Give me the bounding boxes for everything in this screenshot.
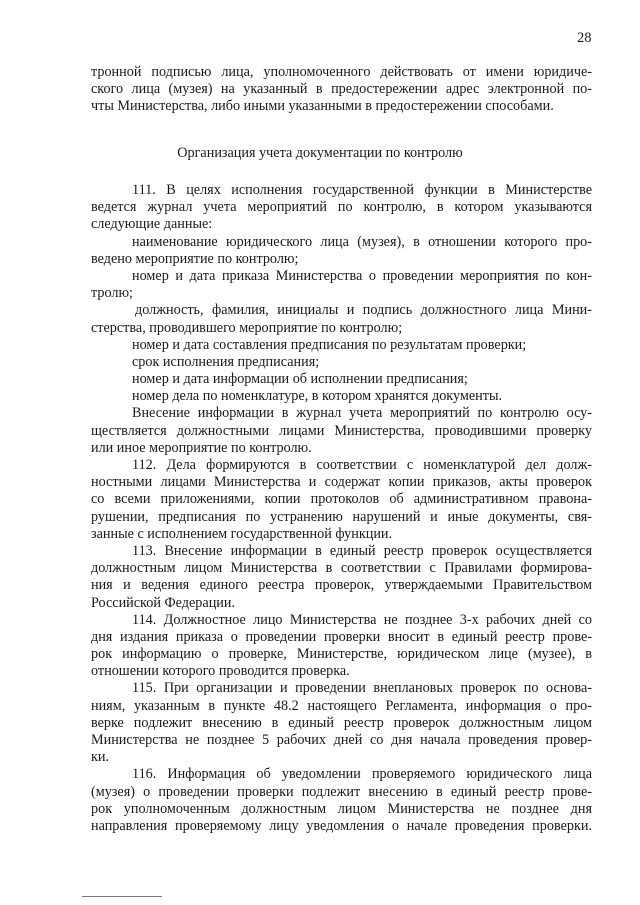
list-item-line: номер и дата приказа Министерства о проведении мероприятия по кон- xyxy=(132,267,592,284)
paragraph-114-line: дня издания приказа о проведении проверки вносит в единый реестр прове- xyxy=(91,628,592,645)
paragraph-115-line: Министерства не позднее 5 рабочих дней со дня начала проведения провер- xyxy=(91,732,592,748)
list-item-line: стерства, проводившего мероприятие по контролю; xyxy=(91,319,403,336)
text-line: тронной подписью лица, уполномоченного действовать от имени юридиче- xyxy=(91,64,592,80)
paragraph-112-line: 112. Дела формируются в соответствии с номенклатурой дел долж- xyxy=(132,457,592,473)
paragraph-113-line: Российской Федерации. xyxy=(91,594,236,611)
paragraph-line: Внесение информации в журнал учета мероприятий по контролю осу- xyxy=(132,405,592,422)
paragraph-114-line: отношении которого проводится проверка. xyxy=(91,663,350,680)
paragraph-115-line: верке подлежит внесению в единый реестр проверок должностным лицом xyxy=(91,714,592,731)
paragraph-114-line: рок информацию о проверке, Министерстве, юридическом лице (музее), в xyxy=(91,646,592,663)
paragraph-line: или иное мероприятие по контролю. xyxy=(91,439,312,456)
list-item-line: наименование юридического лица (музея), в отношении которого про- xyxy=(132,233,592,250)
list-item-line: номер и дата составления предписания по результатам проверки; xyxy=(132,336,527,353)
text-line: ского лица (музея) на указанный в предостережении адрес электронной по- xyxy=(91,81,592,98)
paragraph-116-line: 116. Информация об уведомлении проверяемого юридического лица xyxy=(132,766,592,783)
paragraph-112-line: ностными лицами Министерства и содержат копии приказов, акты проверок xyxy=(91,474,592,491)
paragraph-116-line: рок уполномоченным должностным лицом Министерства не позднее дня xyxy=(91,800,592,817)
paragraph-116-line: направления проверяемому лицу уведомления о начале проведения проверки. xyxy=(91,817,592,834)
list-item-line: тролю; xyxy=(91,285,133,302)
list-item-line: должность, фамилия, инициалы и подпись должностного лица Мини- xyxy=(135,302,592,319)
paragraph-line: ществляется должностными лицами Министерства, проводившими проверку xyxy=(91,422,592,439)
paragraph-111-line: 111. В целях исполнения государственной функции в Министерстве xyxy=(132,182,592,198)
intro-paragraph xyxy=(91,64,592,116)
paragraph-113-line: 113. Внесение информации в единый реестр проверок осуществляется xyxy=(132,542,592,559)
page-number: 28 xyxy=(577,30,592,46)
paragraph-115-line: ки. xyxy=(91,749,110,766)
paragraph-116-line: (музея) о проведении проверки подлежит внесению в единый реестр прове- xyxy=(91,783,592,800)
paragraph-112-line: рушении, предписания по устранению нарушений и иные документы, свя- xyxy=(91,508,592,525)
footnote-separator xyxy=(82,896,162,897)
paragraph-112-line: со всеми приложениями, копии протоколов об административном правона- xyxy=(91,491,592,508)
list-item-line: ведено мероприятие по контролю; xyxy=(91,250,299,267)
list-item-line: номер дела по номенклатуре, в котором хранятся документы. xyxy=(132,388,503,405)
paragraph-113-line: ния и ведения единого реестра проверок, утверждаемыми Правительством xyxy=(91,577,592,594)
body-text xyxy=(91,182,592,835)
text-line: чты Министерства, либо иными указанными в предостережении способами. xyxy=(91,98,554,115)
paragraph-115-line: 115. При организации и проведении внеплановых проверок по основа- xyxy=(132,680,592,697)
paragraph-111-line: ведется журнал учета мероприятий по контролю, в котором указываются xyxy=(91,199,592,216)
paragraph-114-line: 114. Должностное лицо Министерства не позднее 3-х рабочих дней со xyxy=(132,611,592,628)
list-item-line: срок исполнения предписания; xyxy=(132,353,320,370)
paragraph-113-line: должностным лицом Министерства в соответствии с Правилами формирова- xyxy=(91,560,592,577)
paragraph-112-line: занные с исполнением государственной функции. xyxy=(91,525,393,542)
list-item-line: номер и дата информации об исполнении предписания; xyxy=(132,371,468,388)
paragraph-115-line: ниям, указанным в пункте 48.2 настоящего Регламента, информация о про- xyxy=(91,697,592,714)
paragraph-111-line: следующие данные: xyxy=(91,216,213,233)
section-heading: Организация учета документации по контролю xyxy=(177,145,463,161)
